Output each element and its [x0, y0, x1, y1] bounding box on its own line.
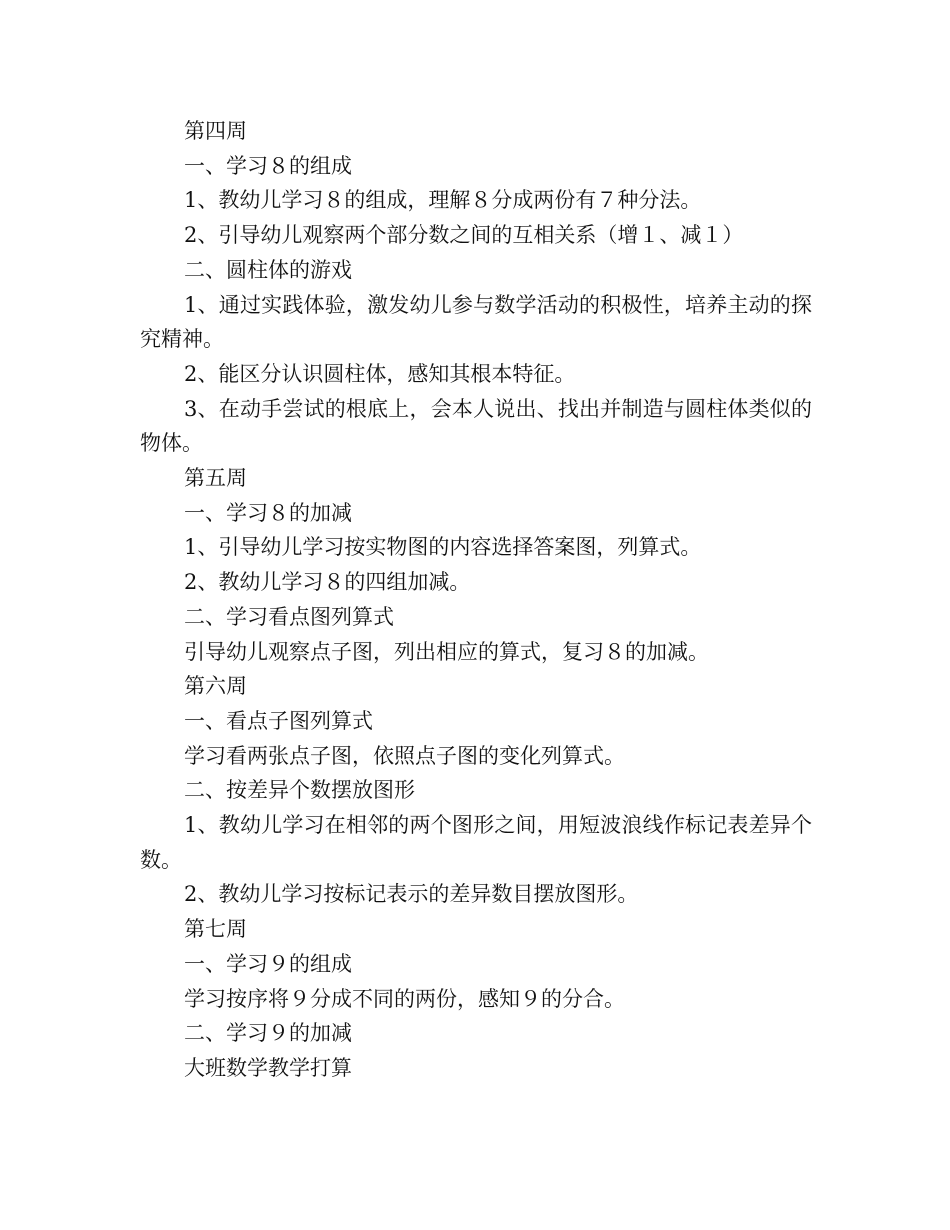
week-heading: 第五周 [184, 466, 247, 491]
section-heading: 一、学习８的加减 [184, 500, 352, 525]
list-item: 2、引导幼儿观察两个部分数之间的互相关系（增１、减１） [184, 223, 744, 248]
section-heading: 二、学习９的加减 [184, 1021, 352, 1046]
body-paragraph: 引导幼儿观察点子图，列出相应的算式，复习８的加减。 [184, 639, 709, 664]
section-heading: 二、学习看点图列算式 [184, 604, 394, 629]
list-item: 2、能区分认识圆柱体，感知其根本特征。 [184, 361, 576, 386]
body-paragraph: 学习按序将９分成不同的两份，感知９的分合。 [184, 986, 625, 1011]
list-item: 2、教幼儿学习按标记表示的差异数目摆放图形。 [184, 882, 639, 907]
section-heading: 一、学习９的组成 [184, 951, 352, 976]
week-heading: 第七周 [184, 917, 247, 942]
week-heading: 第四周 [184, 119, 247, 143]
document-body [140, 114, 812, 1086]
list-item: 1、教幼儿学习８的组成，理解８分成两份有７种分法。 [184, 188, 702, 213]
section-heading: 二、按差异个数摆放图形 [184, 778, 415, 803]
list-item: 1、教幼儿学习在相邻的两个图形之间，用短波浪线作标记表差异个数。 [140, 813, 812, 872]
body-paragraph: 学习看两张点子图，依照点子图的变化列算式。 [184, 743, 625, 768]
list-item: 3、在动手尝试的根底上，会本人说出、找出并制造与圆柱体类似的物体。 [140, 396, 812, 456]
list-item: 1、通过实践体验，激发幼儿参与数学活动的积极性，培养主动的探究精神。 [140, 292, 812, 352]
week-heading: 第六周 [184, 674, 247, 699]
section-heading: 一、看点子图列算式 [184, 708, 373, 733]
section-heading: 一、学习８的组成 [184, 153, 352, 178]
list-item: 2、教幼儿学习８的四组加减。 [184, 570, 471, 595]
document-title-footer: 大班数学教学打算 [184, 1055, 352, 1080]
list-item: 1、引导幼儿学习按实物图的内容选择答案图，列算式。 [184, 535, 702, 560]
section-heading: 二、圆柱体的游戏 [184, 257, 352, 282]
